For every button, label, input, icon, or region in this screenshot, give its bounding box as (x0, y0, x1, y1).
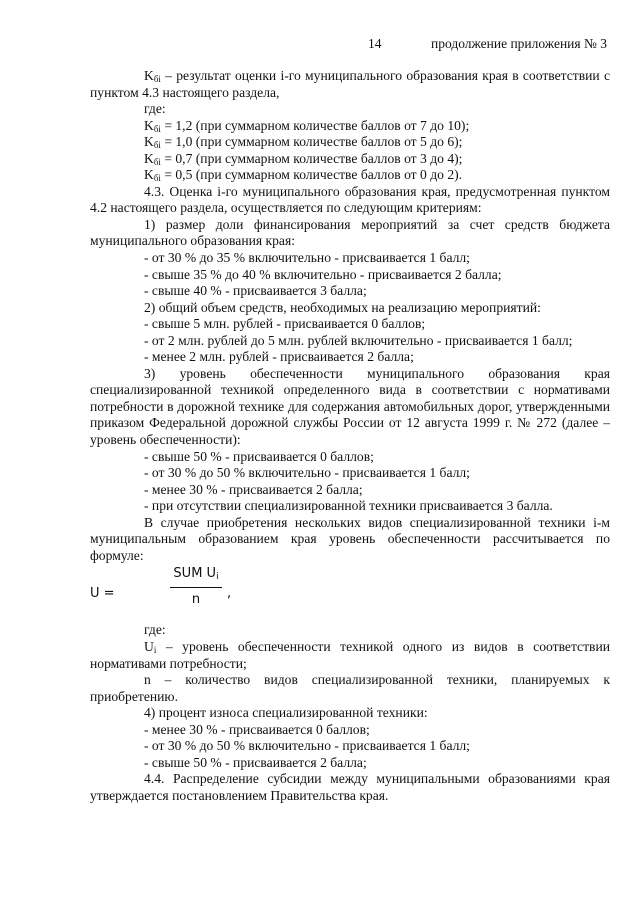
criterion-3: 3) уровень обеспеченности муниципального образования края специализированной техникой определенного вида в соответствии с нормативами потребности в дорожной технике для содержания автомобильных дорог, утвержденными приказом Федеральной дорожной службы России от 12 августа 1999 г. № 272 (далее – уровень обеспеченности): (90, 365, 610, 448)
criterion-3-item: - от 30 % до 50 % включительно - присваивается 1 балл; (144, 465, 470, 481)
criterion-2-item: - от 2 млн. рублей до 5 млн. рублей включительно - присваивается 1 балл; (144, 332, 573, 348)
section-4-4: 4.4. Распределение субсидии между муниципальными образованиями края утверждается постановлением Правительства края. (90, 771, 610, 803)
where-label: где: (144, 622, 166, 638)
n-definition: n – количество видов специализированной техники, планируемых к приобретению. (90, 672, 610, 704)
formula-denominator: n (191, 592, 201, 608)
formula-numerator: SUM $U_i$ (173, 566, 219, 583)
appendix-label: продолжение приложения № 3 (430, 36, 607, 51)
page-number: 14 (368, 36, 382, 51)
ui-definition: $U_i$ – уровень обеспеченности техникой одного из видов в соответствии нормативами потребности; (90, 638, 610, 671)
criterion-2-item: - свыше 5 млн. рублей - присваивается 0 баллов; (144, 316, 426, 332)
formula-lhs: U = (90, 586, 115, 602)
criterion-3-item: - при отсутствии специализированной техники присваивается 3 балла. (144, 498, 553, 514)
paragraph-k-definition: $K_{бi}$ – результат оценки i-го муниципального образования края в соответствии с пунктом 4.3 настоящего раздела, (90, 68, 610, 100)
multiple-types-case: В случае приобретения нескольких видов специализированной техники i-м муниципальным образованием края уровень обеспеченности рассчитывается по формуле: (90, 514, 610, 563)
formula-fraction (170, 566, 222, 609)
criterion-1-item: - от 30 % до 35 % включительно - присваивается 1 балл; (144, 250, 470, 266)
k-value-line: $K_{бi} = 0,7$ (при суммарном количестве баллов от 3 до 4); (144, 150, 463, 167)
criterion-1: 1) размер доли финансирования мероприятий за счет средств бюджета муниципального образования края: (90, 216, 610, 249)
criterion-4-item: - менее 30 % - присваивается 0 баллов; (144, 721, 370, 737)
criterion-4-item: - от 30 % до 50 % включительно - присваивается 1 балл; (144, 738, 470, 754)
criterion-1-item: - свыше 35 % до 40 % включительно - присваивается 2 балла; (144, 266, 502, 282)
section-4-3: 4.3. Оценка i-го муниципального образования края, предусмотренная пунктом 4.2 настоящего раздела, осуществляется по следующим критериям: (90, 183, 610, 216)
criterion-3-item: - менее 30 % - присваивается 2 балла; (144, 481, 363, 497)
formula-comma: , (227, 586, 232, 602)
criterion-4: 4) процент износа специализированной техники: (144, 705, 428, 721)
k-value-line: $K_{бi} = 0,5$ (при суммарном количестве баллов от 0 до 2). (144, 167, 463, 184)
criterion-4-item: - свыше 50 % - присваивается 2 балла; (144, 754, 367, 770)
k-value-line: $K_{бi} = 1,0$ (при суммарном количестве баллов от 5 до 6); (144, 134, 463, 151)
criterion-3-item: - свыше 50 % - присваивается 0 баллов; (144, 448, 374, 464)
k-value-line: $K_{бi} = 1,2$ (при суммарном количестве баллов от 7 до 10); (144, 117, 470, 134)
page-header (0, 36, 640, 56)
criterion-1-item: - свыше 40 % - присваивается 3 балла; (144, 283, 367, 299)
formula (90, 566, 610, 618)
fraction-bar (170, 587, 222, 588)
where-label: где: (144, 101, 166, 117)
document-body (90, 68, 610, 804)
criterion-2-item: - менее 2 млн. рублей - присваивается 2 балла; (144, 349, 414, 365)
criterion-2: 2) общий объем средств, необходимых на реализацию мероприятий: (144, 299, 541, 315)
